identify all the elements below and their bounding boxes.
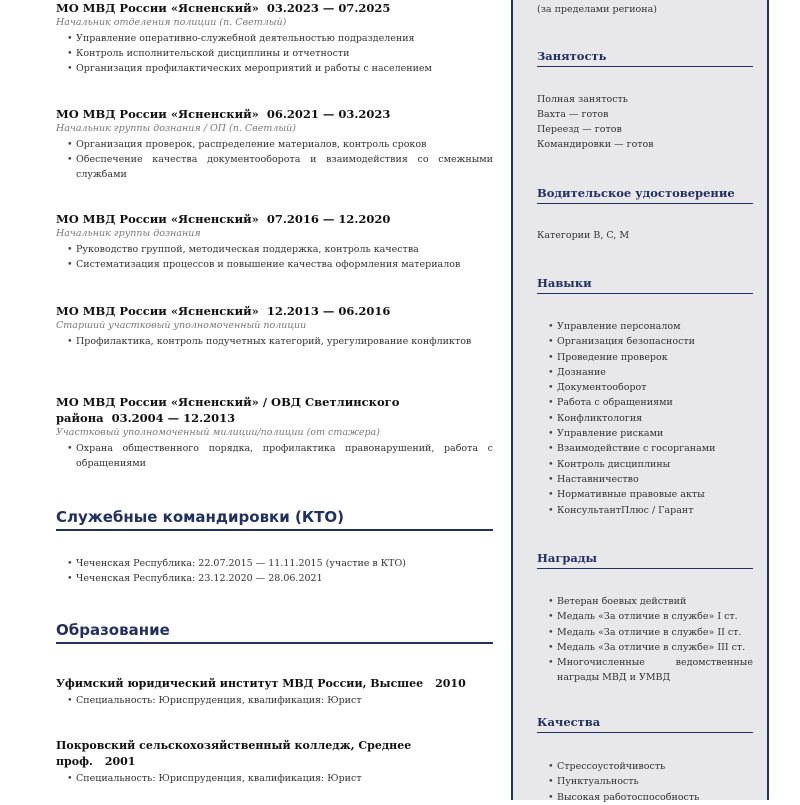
skills-bullets xyxy=(537,319,753,518)
list-item: • Многочисленные ведомственные награды МВД и УМВД xyxy=(557,655,753,686)
list-item: • Чеченская Республика: 23.12.2020 — 28.06.2021 xyxy=(76,571,493,586)
list-item: • Руководство группой, методическая поддержка, контроль качества xyxy=(76,242,493,257)
job-dates: 12.2013 — 06.2016 xyxy=(266,304,391,318)
list-item: • Управление рисками xyxy=(557,426,753,441)
list-item: • Медаль «За отличие в службе» III ст. xyxy=(557,640,753,655)
skills-list xyxy=(537,318,753,518)
job-org: МО МВД России «Ясненский» / ОВД Светлинского района xyxy=(56,395,400,425)
list-item: • Чеченская Республика: 22.07.2015 — 11.11.2015 (участие в КТО) xyxy=(76,556,493,571)
list-item: • Медаль «За отличие в службе» II ст. xyxy=(557,625,753,640)
job-position: Начальник отделения полиции (п. Светлый) xyxy=(56,17,287,28)
list-item: • Медаль «За отличие в службе» I ст. xyxy=(557,609,753,624)
list-item: • Организация профилактических мероприятий и работы с населением xyxy=(76,61,493,76)
job-org: МО МВД России «Ясненский» xyxy=(56,212,259,226)
education-bullets xyxy=(56,693,493,708)
job-position: Начальник группы дознания / ОП (п. Светлый) xyxy=(56,123,296,134)
trips-bullets xyxy=(56,556,493,586)
sidebar-heading-skills: Навыки xyxy=(537,276,753,294)
list-item: • Конфликтология xyxy=(557,411,753,426)
list-item: • Специальность: Юриспруденция, квалификация: Юрист xyxy=(76,693,493,708)
list-item: • Профилактика, контроль подучетных категорий, урегулирование конфликтов xyxy=(76,334,493,349)
education-institution: Уфимский юридический институт МВД России, Высшее xyxy=(56,677,424,690)
education-institution: Покровский сельскохозяйственный колледж, Среднее проф. xyxy=(56,739,412,768)
job-entry xyxy=(56,211,493,272)
job-position: Начальник группы дознания xyxy=(56,228,201,239)
job-bullets xyxy=(56,31,493,76)
license-text: Категории B, C, M xyxy=(537,230,630,241)
education-title xyxy=(56,676,493,692)
qualities-list xyxy=(537,758,753,805)
education-bullets xyxy=(56,771,493,786)
awards-list xyxy=(537,593,753,686)
main-column xyxy=(56,0,493,800)
list-item: • Работа с обращениями xyxy=(557,395,753,410)
list-item: • Дознание xyxy=(557,365,753,380)
list-item: • Управление персоналом xyxy=(557,319,753,334)
trips-list xyxy=(56,555,493,586)
job-dates: 03.2023 — 07.2025 xyxy=(266,1,391,15)
education-title xyxy=(56,738,493,770)
job-entry xyxy=(56,303,493,349)
employment-line: Вахта — готов xyxy=(537,109,609,120)
job-entry xyxy=(56,394,493,471)
list-item: • Организация безопасности xyxy=(557,334,753,349)
job-entry xyxy=(56,106,493,182)
list-item: • Организация проверок, распределение материалов, контроль сроков xyxy=(76,137,493,152)
job-bullets xyxy=(56,441,493,471)
list-item: • Проведение проверок xyxy=(557,350,753,365)
education-entry xyxy=(56,738,493,786)
section-heading-trips: Служебные командировки (КТО) xyxy=(56,508,493,531)
sidebar-heading-license: Водительское удостоверение xyxy=(537,186,753,204)
list-item: • Высокая работоспособность xyxy=(557,790,753,805)
job-org: МО МВД России «Ясненский» xyxy=(56,107,259,121)
education-year: 2001 xyxy=(104,755,136,768)
list-item: • Наставничество xyxy=(557,472,753,487)
qualities-bullets xyxy=(537,759,753,805)
job-title xyxy=(56,106,493,122)
list-item: • КонсультантПлюс / Гарант xyxy=(557,503,753,518)
job-org: МО МВД России «Ясненский» xyxy=(56,304,259,318)
list-item: • Ветеран боевых действий xyxy=(557,594,753,609)
job-title xyxy=(56,211,493,227)
list-item: • Управление оперативно-служебной деятельностью подразделения xyxy=(76,31,493,46)
list-item: • Пунктуальность xyxy=(557,774,753,789)
sidebar-top-note: (за пределами региона) xyxy=(537,4,657,15)
employment-line: Полная занятость xyxy=(537,94,628,105)
awards-bullets xyxy=(537,594,753,686)
job-dates: 03.2004 — 12.2013 xyxy=(111,411,236,425)
education-year: 2010 xyxy=(435,677,466,690)
employment-line: Командировки — готов xyxy=(537,139,654,150)
job-dates: 06.2021 — 03.2023 xyxy=(266,107,391,121)
education-entry xyxy=(56,676,493,708)
job-position: Участковый уполномоченный милиции/полиции (от стажера) xyxy=(56,427,380,438)
employment-list xyxy=(537,92,753,152)
job-dates: 07.2016 — 12.2020 xyxy=(266,212,391,226)
employment-line: Переезд — готов xyxy=(537,124,622,135)
job-title xyxy=(56,0,493,16)
sidebar-heading-employment: Занятость xyxy=(537,49,753,67)
section-heading-education: Образование xyxy=(56,621,493,644)
sidebar-heading-qualities: Качества xyxy=(537,715,753,733)
job-entry xyxy=(56,0,493,76)
list-item: • Контроль исполнительской дисциплины и отчетности xyxy=(76,46,493,61)
job-org: МО МВД России «Ясненский» xyxy=(56,1,259,15)
job-bullets xyxy=(56,334,493,349)
list-item: • Контроль дисциплины xyxy=(557,457,753,472)
list-item: • Систематизация процессов и повышение качества оформления материалов xyxy=(76,257,493,272)
sidebar-heading-awards: Награды xyxy=(537,551,753,569)
job-position: Старший участковый уполномоченный полиции xyxy=(56,320,307,331)
list-item: • Обеспечение качества документооборота и взаимодействия со смежными службами xyxy=(76,152,493,182)
job-title xyxy=(56,394,493,426)
sidebar xyxy=(511,0,769,803)
list-item: • Специальность: Юриспруденция, квалификация: Юрист xyxy=(76,771,493,786)
list-item: • Стрессоустойчивость xyxy=(557,759,753,774)
job-bullets xyxy=(56,137,493,182)
list-item: • Документооборот xyxy=(557,380,753,395)
list-item: • Охрана общественного порядка, профилактика правонарушений, работа с обращениями xyxy=(76,441,493,471)
job-title xyxy=(56,303,493,319)
list-item: • Нормативные правовые акты xyxy=(557,487,753,502)
list-item: • Взаимодействие с госорганами xyxy=(557,441,753,456)
job-bullets xyxy=(56,242,493,272)
